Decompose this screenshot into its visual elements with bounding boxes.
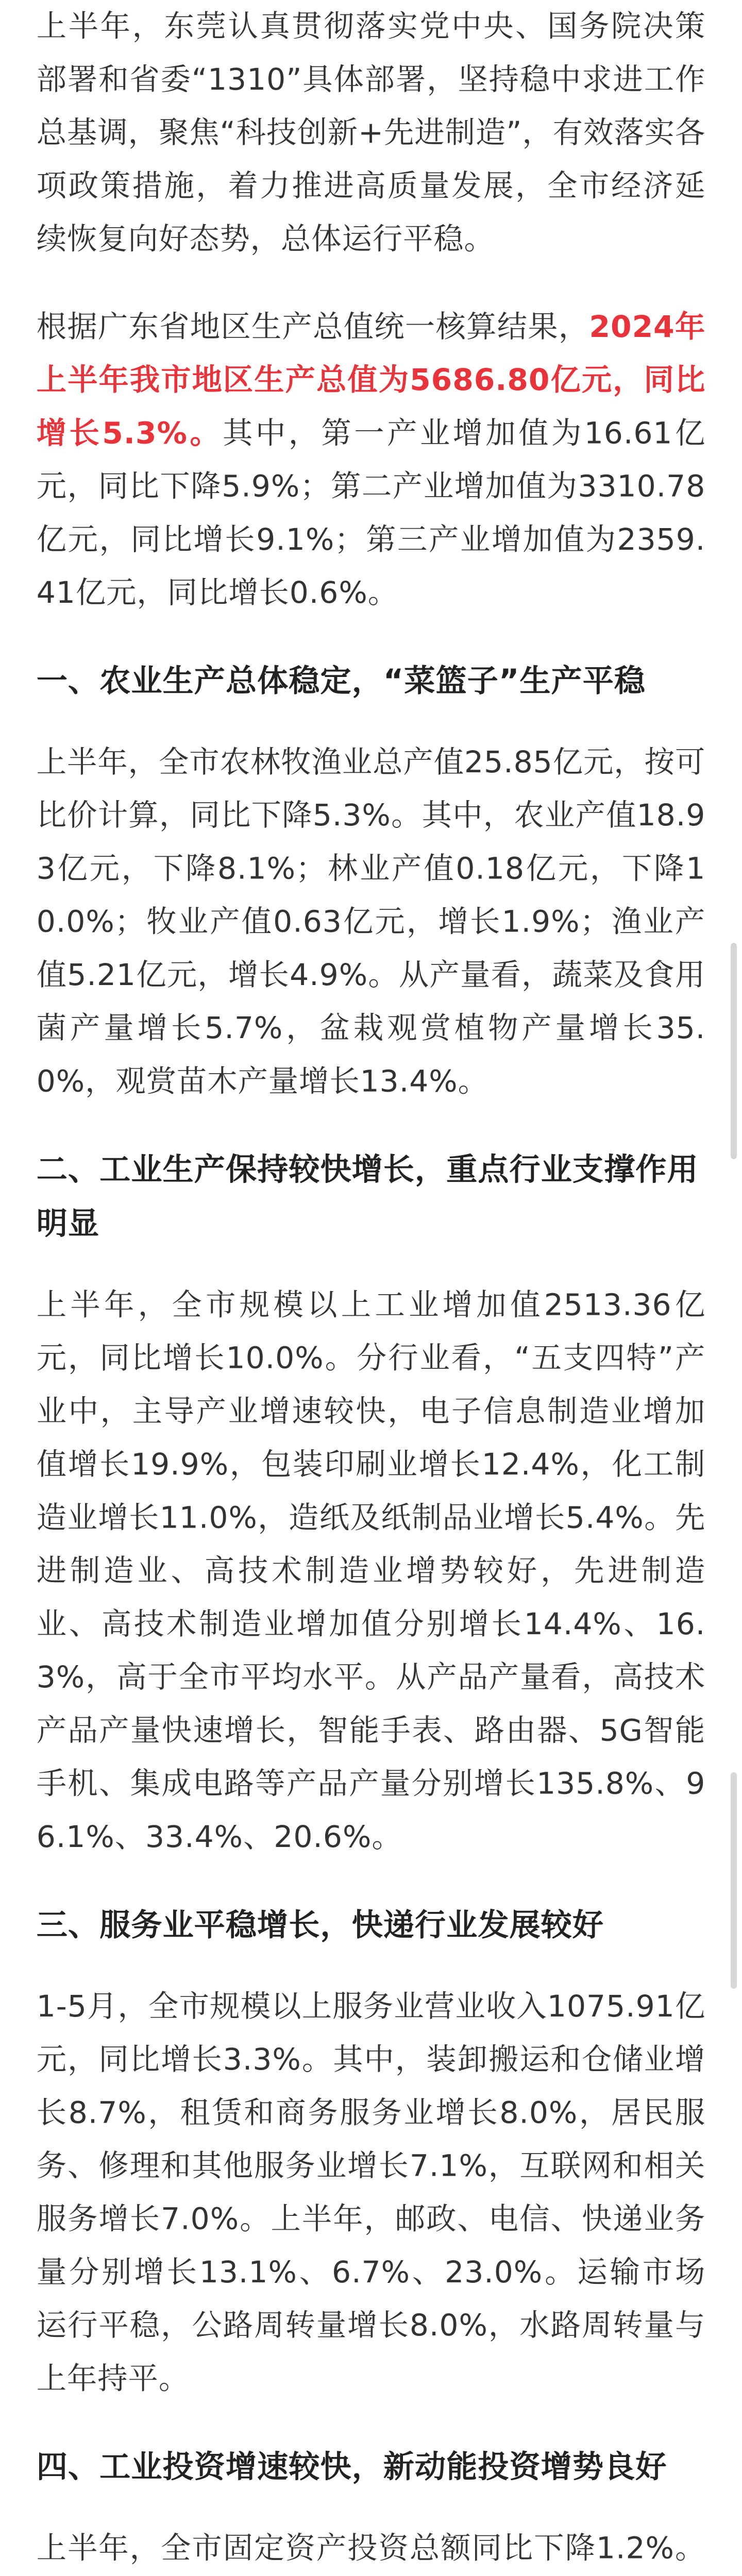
gdp-paragraph — [37, 300, 706, 619]
gdp-tail-text: 其中，第一产业增加值为16.61亿元，同比下降5.9%；第二产业增加值为3310.78亿元，同比增长9.1%；第三产业增加值为2359.41亿元，同比增长0.6%。 — [36, 415, 706, 611]
section-body-services: 1-5月，全市规模以上服务业营业收入1075.91亿元，同比增长3.3%。其中，装卸搬运和仓储业增长8.7%，租赁和商务服务业增长8.0%，居民服务、修理和其他服务业增长7.1%，互联网和相关服务增长7.0%。上半年，邮政、电信、快递业务量分别增长13.1%、6.7%、23.0%。运输市场运行平稳，公路周转量增长8.0%，水路周转量与上年持平。 — [36, 1989, 706, 2396]
intro-paragraph: 上半年，东莞认真贯彻落实党中央、国务院决策部署和省委“1310”具体部署，坚持稳中求进工作总基调，聚焦“科技创新+先进制造”，有效落实各项政策措施，着力推进高质量发展，全市经济延续恢复向好态势，总体运行平稳。 — [36, 9, 706, 257]
page-scrollbar[interactable] — [731, 0, 737, 2576]
section-body-investment: 上半年，全市固定资产投资总额同比下降1.2%。 — [36, 2530, 706, 2566]
gdp-lead-text: 根据广东省地区生产总值统一核算结果， — [36, 309, 589, 345]
section-heading-agriculture: 一、农业生产总体稳定，“菜篮子”生产平稳 — [36, 663, 646, 699]
scrollbar-thumb[interactable] — [731, 943, 737, 1159]
section-heading-industry: 二、工业生产保持较快增长，重点行业支撑作用明显 — [36, 1151, 699, 1242]
section-body-industry: 上半年，全市规模以上工业增加值2513.36亿元，同比增长10.0%。分行业看，“五支四特”产业中，主导产业增速较快，电子信息制造业增加值增长19.9%，包装印刷业增长12.4%，化工制造业增长11.0%，造纸及纸制品业增长5.4%。先进制造业、高技术制造业增势较好，先进制造业、高技术制造业增加值分别增长14.4%、16.3%，高于全市平均水平。从产品产量看，高技术产品产量快速增长，智能手表、路由器、5G智能手机、集成电路等产品产量分别增长135.8%、96.1%、33.4%、20.6%。 — [36, 1287, 706, 1855]
section-body-agriculture: 上半年，全市农林牧渔业总产值25.85亿元，按可比价计算，同比下降5.3%。其中，农业产值18.93亿元，下降8.1%；林业产值0.18亿元，下降10.0%；牧业产值0.63亿元，增长1.9%；渔业产值5.21亿元，增长4.9%。从产量看，蔬菜及食用菌产量增长5.7%，盆栽观赏植物产量增长35.0%，观赏苗木产量增长13.4%。 — [36, 744, 706, 1099]
section-heading-services: 三、服务业平稳增长，快递行业发展较好 — [36, 1907, 604, 1943]
section-heading-investment: 四、工业投资增速较快，新动能投资增势良好 — [36, 2449, 667, 2485]
gdp-highlight-text: 2024年上半年我市地区生产总值为5686.80亿元，同比增长5.3%。 — [36, 309, 706, 451]
scrollbar-thumb[interactable] — [731, 1772, 737, 1989]
